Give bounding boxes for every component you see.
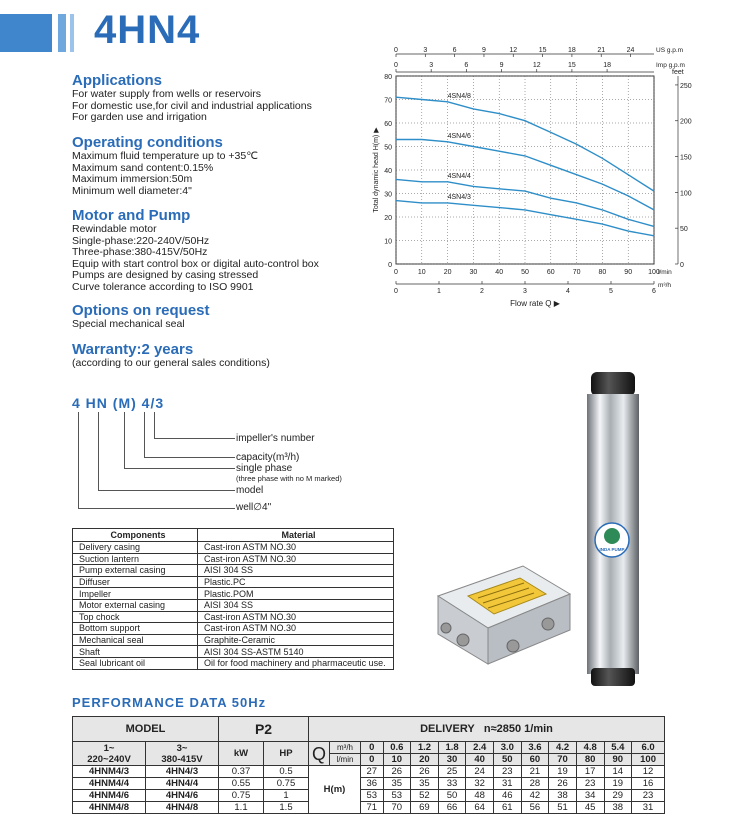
us-gpm-tick-label: 0 bbox=[394, 47, 398, 54]
motor-heading: Motor and Pump bbox=[72, 207, 191, 224]
perf-h-value: 45 bbox=[576, 802, 604, 814]
perf-h-value: 19 bbox=[549, 766, 577, 778]
imp-gpm-unit: Imp g.p.m bbox=[656, 62, 685, 69]
header-decoration bbox=[70, 14, 74, 52]
materials-component: Suction lantern bbox=[73, 553, 198, 565]
perf-h-value: 48 bbox=[466, 790, 494, 802]
materials-row bbox=[73, 565, 394, 577]
perf-h-value: 23 bbox=[632, 790, 665, 802]
perf-model-single: 4HNM4/6 bbox=[73, 790, 146, 802]
perf-h-value: 38 bbox=[549, 790, 577, 802]
model-label-well: well∅4'' bbox=[236, 502, 272, 513]
model-label-impeller: impeller's number bbox=[236, 433, 315, 444]
feet-tick-label: 100 bbox=[680, 190, 692, 198]
x-axis-label: Flow rate Q ▶ bbox=[510, 299, 560, 308]
perf-h-value: 61 bbox=[494, 802, 522, 814]
materials-component: Impeller bbox=[73, 588, 198, 600]
performance-table bbox=[72, 716, 665, 814]
materials-material: Oil for food machinery and pharmaceutic use. bbox=[198, 657, 394, 669]
series-label: 4SN4/8 bbox=[447, 92, 471, 100]
perf-hp-value: 0.75 bbox=[264, 778, 309, 790]
y-tick-label: 30 bbox=[384, 191, 392, 199]
materials-component: Diffuser bbox=[73, 576, 198, 588]
materials-header-components: Components bbox=[73, 529, 198, 542]
series-label: 4SN4/4 bbox=[447, 172, 471, 180]
materials-row bbox=[73, 634, 394, 646]
materials-component: Pump external casing bbox=[73, 565, 198, 577]
perf-model-three: 4HN4/3 bbox=[146, 766, 219, 778]
perf-q-lmin: 50 bbox=[494, 754, 522, 766]
feet-tick-label: 50 bbox=[680, 226, 688, 234]
feet-unit: feet bbox=[672, 69, 684, 76]
perf-h-value: 52 bbox=[411, 790, 439, 802]
materials-component: Mechanical seal bbox=[73, 634, 198, 646]
perf-h-value: 64 bbox=[466, 802, 494, 814]
materials-row bbox=[73, 599, 394, 611]
x-tick-label-m3h: 4 bbox=[566, 288, 570, 295]
perf-q-m3h: 3.6 bbox=[521, 742, 549, 754]
feet-tick-label: 150 bbox=[680, 154, 692, 162]
perf-q-m3h: 1.2 bbox=[411, 742, 439, 754]
x-tick-label-m3h: 2 bbox=[480, 288, 484, 295]
perf-h-value: 19 bbox=[604, 778, 632, 790]
perf-h-value: 27 bbox=[361, 766, 384, 778]
perf-h-value: 32 bbox=[466, 778, 494, 790]
series-label: 4SN4/6 bbox=[447, 132, 471, 140]
perf-q-lmin: 0 bbox=[361, 754, 384, 766]
perf-q-m3h: 5.4 bbox=[604, 742, 632, 754]
perf-q-m3h: 3.0 bbox=[494, 742, 522, 754]
model-label-three-phase: (three phase with no M marked) bbox=[236, 474, 342, 483]
materials-material: AISI 304 SS bbox=[198, 599, 394, 611]
x-tick-label-lmin: 30 bbox=[469, 269, 478, 276]
perf-h-value: 26 bbox=[549, 778, 577, 790]
perf-hp-value: 1.5 bbox=[264, 802, 309, 814]
perf-h-value: 46 bbox=[494, 790, 522, 802]
y-tick-label: 20 bbox=[384, 215, 392, 222]
perf-h-value: 51 bbox=[549, 802, 577, 814]
perf-row bbox=[73, 802, 665, 814]
perf-q-m3h: 6.0 bbox=[632, 742, 665, 754]
materials-row bbox=[73, 657, 394, 669]
header-decoration bbox=[58, 14, 66, 52]
x-tick-label-lmin: 50 bbox=[521, 269, 529, 276]
model-code-line bbox=[78, 412, 235, 509]
y-tick-label: 40 bbox=[384, 168, 392, 175]
materials-component: Shaft bbox=[73, 646, 198, 658]
us-gpm-tick-label: 3 bbox=[423, 47, 428, 54]
materials-row bbox=[73, 576, 394, 588]
x-tick-label-lmin: 40 bbox=[495, 269, 504, 276]
pump-curve-chart bbox=[368, 44, 708, 334]
perf-three-phase: 3~ 380-415V bbox=[146, 742, 219, 766]
perf-row bbox=[73, 766, 665, 778]
header-decoration bbox=[0, 14, 52, 52]
perf-model-single: 4HNM4/4 bbox=[73, 778, 146, 790]
perf-q-lmin: 20 bbox=[411, 754, 439, 766]
us-gpm-tick-label: 15 bbox=[538, 47, 547, 54]
page-title: 4HN4 bbox=[94, 8, 201, 52]
y-tick-label: 0 bbox=[388, 262, 392, 269]
perf-q-lmin: 40 bbox=[466, 754, 494, 766]
perf-model-three: 4HN4/6 bbox=[146, 790, 219, 802]
us-gpm-tick-label: 18 bbox=[568, 47, 576, 54]
perf-single-phase: 1~ 220~240V bbox=[73, 742, 146, 766]
perf-q-lmin: 90 bbox=[604, 754, 632, 766]
us-gpm-tick-label: 24 bbox=[626, 47, 635, 54]
imp-gpm-tick-label: 12 bbox=[532, 62, 541, 69]
feet-tick-label: 200 bbox=[680, 118, 692, 126]
model-label-single-phase: single phase bbox=[236, 463, 293, 474]
model-code: 4 HN (M) 4/3 bbox=[72, 395, 165, 411]
perf-q-m3h: 0 bbox=[361, 742, 384, 754]
perf-q-lmin: 80 bbox=[576, 754, 604, 766]
x-tick-label-m3h: 0 bbox=[394, 288, 398, 295]
materials-component: Delivery casing bbox=[73, 542, 198, 554]
y-tick-label: 80 bbox=[384, 74, 392, 81]
perf-q-m3h: 1.8 bbox=[438, 742, 466, 754]
perf-row bbox=[73, 790, 665, 802]
perf-q-lmin: 30 bbox=[438, 754, 466, 766]
perf-h-value: 36 bbox=[361, 778, 384, 790]
imp-gpm-tick-label: 15 bbox=[568, 62, 576, 69]
perf-p2-label: P2 bbox=[219, 717, 309, 742]
materials-material: Cast-iron ASTM NO.30 bbox=[198, 542, 394, 554]
perf-h-value: 26 bbox=[411, 766, 439, 778]
x-tick-label-lmin: 20 bbox=[443, 269, 452, 276]
perf-h-value: 29 bbox=[604, 790, 632, 802]
materials-material: AISI 304 SS bbox=[198, 565, 394, 577]
x-tick-label-m3h: 3 bbox=[523, 288, 527, 295]
perf-hp: HP bbox=[264, 742, 309, 766]
control-box-image bbox=[428, 546, 578, 671]
imp-gpm-tick-label: 3 bbox=[429, 62, 434, 69]
y-tick-label: 10 bbox=[384, 238, 392, 246]
perf-h-value: 23 bbox=[576, 778, 604, 790]
perf-h-value: 38 bbox=[604, 802, 632, 814]
x-tick-label-lmin: 10 bbox=[417, 269, 426, 276]
feet-tick-label: 250 bbox=[680, 82, 692, 90]
x-unit-m3h: m³/h bbox=[658, 282, 671, 289]
pump-logo-text: INDA PUMP bbox=[599, 547, 625, 552]
materials-material: Cast-iron ASTM NO.30 bbox=[198, 623, 394, 635]
perf-h-value: 66 bbox=[438, 802, 466, 814]
materials-row bbox=[73, 646, 394, 658]
perf-model-single: 4HNM4/3 bbox=[73, 766, 146, 778]
materials-material: Cast-iron ASTM NO.30 bbox=[198, 553, 394, 565]
imp-gpm-tick-label: 18 bbox=[603, 62, 611, 69]
imp-gpm-tick-label: 0 bbox=[394, 62, 398, 69]
x-tick-label-lmin: 80 bbox=[598, 269, 607, 276]
perf-hp-value: 1 bbox=[264, 790, 309, 802]
x-tick-label-lmin: 100 bbox=[648, 269, 660, 276]
x-tick-label-lmin: 90 bbox=[624, 269, 633, 276]
imp-gpm-tick-label: 9 bbox=[499, 62, 504, 69]
perf-q-m3h: 4.8 bbox=[576, 742, 604, 754]
perf-row bbox=[73, 778, 665, 790]
model-label-model: model bbox=[236, 485, 264, 496]
applications-text: For water supply from wells or reservoirs For domestic use,for civil and industrial applications For garden use and irrigation bbox=[72, 88, 312, 124]
perf-h-value: 53 bbox=[383, 790, 411, 802]
us-gpm-tick-label: 21 bbox=[597, 47, 606, 54]
warranty-text: (according to our general sales conditions) bbox=[72, 357, 270, 369]
series-line-4SN4/8 bbox=[396, 97, 654, 191]
perf-unit-m3h: m³/h bbox=[330, 742, 361, 754]
warranty-heading: Warranty:2 years bbox=[72, 341, 194, 358]
us-gpm-tick-label: 9 bbox=[482, 47, 486, 54]
materials-component: Seal lubricant oil bbox=[73, 657, 198, 669]
perf-model-label: MODEL bbox=[73, 717, 219, 742]
perf-h-value: 25 bbox=[438, 766, 466, 778]
perf-model-three: 4HN4/4 bbox=[146, 778, 219, 790]
perf-h-value: 71 bbox=[361, 802, 384, 814]
perf-h-value: 33 bbox=[438, 778, 466, 790]
options-heading: Options on request bbox=[72, 302, 210, 319]
perf-q-m3h: 4.2 bbox=[549, 742, 577, 754]
x-tick-label-m3h: 5 bbox=[609, 288, 613, 295]
materials-table bbox=[72, 528, 394, 670]
perf-h-value: 24 bbox=[466, 766, 494, 778]
model-label-capacity: capacity(m³/h) bbox=[236, 452, 300, 463]
perf-q-m3h: 2.4 bbox=[466, 742, 494, 754]
y-tick-label: 60 bbox=[384, 121, 392, 128]
perf-h-value: 26 bbox=[383, 766, 411, 778]
perf-q-label: Q bbox=[309, 742, 330, 766]
perf-h-value: 12 bbox=[632, 766, 665, 778]
perf-q-m3h: 0.6 bbox=[383, 742, 411, 754]
y-axis-label: Total dynamic head H(m) ▶ bbox=[373, 127, 380, 213]
perf-h-value: 21 bbox=[521, 766, 549, 778]
materials-material: Graphite-Ceramic bbox=[198, 634, 394, 646]
materials-component: Bottom support bbox=[73, 623, 198, 635]
perf-q-lmin: 70 bbox=[549, 754, 577, 766]
perf-model-single: 4HNM4/8 bbox=[73, 802, 146, 814]
x-tick-label-m3h: 1 bbox=[437, 288, 441, 295]
x-tick-label-lmin: 70 bbox=[572, 269, 581, 276]
x-unit-lmin: l/min bbox=[658, 269, 672, 276]
x-tick-label-m3h: 6 bbox=[652, 288, 656, 295]
perf-h-value: 28 bbox=[521, 778, 549, 790]
options-text: Special mechanical seal bbox=[72, 318, 185, 330]
motor-text: Rewindable motor Single-phase:220-240V/50Hz Three-phase:380-415V/50Hz Equip with start control box or digital auto-control box Pumps are designed by casing stressed Curve tolerance according to ISO 9901 bbox=[72, 223, 319, 293]
perf-h-value: 42 bbox=[521, 790, 549, 802]
perf-kw-value: 1.1 bbox=[219, 802, 264, 814]
perf-kw: kW bbox=[219, 742, 264, 766]
perf-h-value: 14 bbox=[604, 766, 632, 778]
perf-h-value: 69 bbox=[411, 802, 439, 814]
perf-h-label: H(m) bbox=[309, 766, 361, 814]
perf-h-value: 56 bbox=[521, 802, 549, 814]
perf-kw-value: 0.55 bbox=[219, 778, 264, 790]
perf-h-value: 31 bbox=[494, 778, 522, 790]
imp-gpm-tick-label: 6 bbox=[464, 62, 469, 69]
feet-tick-label: 0 bbox=[680, 262, 684, 269]
materials-material: Plastic.PC bbox=[198, 576, 394, 588]
perf-h-value: 31 bbox=[632, 802, 665, 814]
materials-header-material: Material bbox=[198, 529, 394, 542]
series-label: 4SN4/3 bbox=[447, 193, 471, 201]
perf-h-value: 34 bbox=[576, 790, 604, 802]
materials-row bbox=[73, 542, 394, 554]
operating-heading: Operating conditions bbox=[72, 134, 223, 151]
materials-row bbox=[73, 553, 394, 565]
y-tick-label: 70 bbox=[384, 97, 392, 105]
materials-component: Motor external casing bbox=[73, 599, 198, 611]
x-tick-label-lmin: 60 bbox=[546, 269, 555, 276]
perf-h-value: 70 bbox=[383, 802, 411, 814]
perf-q-lmin: 10 bbox=[383, 754, 411, 766]
perf-h-value: 50 bbox=[438, 790, 466, 802]
us-gpm-tick-label: 6 bbox=[452, 47, 457, 54]
operating-text: Maximum fluid temperature up to +35℃ Maximum sand content:0.15% Maximum immersion:50m Minimum well diameter:4" bbox=[72, 150, 259, 197]
performance-heading: PERFORMANCE DATA 50Hz bbox=[72, 695, 267, 710]
perf-q-lmin: 100 bbox=[632, 754, 665, 766]
materials-component: Top chock bbox=[73, 611, 198, 623]
us-gpm-unit: US g.p.m bbox=[656, 47, 684, 54]
pump-image bbox=[574, 368, 654, 690]
perf-hp-value: 0.5 bbox=[264, 766, 309, 778]
materials-row bbox=[73, 611, 394, 623]
materials-material: Plastic.POM bbox=[198, 588, 394, 600]
perf-h-value: 16 bbox=[632, 778, 665, 790]
x-tick-label-lmin: 0 bbox=[394, 269, 398, 276]
perf-kw-value: 0.75 bbox=[219, 790, 264, 802]
applications-heading: Applications bbox=[72, 72, 163, 89]
perf-kw-value: 0.37 bbox=[219, 766, 264, 778]
perf-h-value: 17 bbox=[576, 766, 604, 778]
materials-row bbox=[73, 588, 394, 600]
perf-delivery-header: DELIVERY n≈2850 1/min bbox=[309, 717, 665, 742]
perf-h-value: 35 bbox=[411, 778, 439, 790]
perf-h-value: 35 bbox=[383, 778, 411, 790]
y-tick-label: 50 bbox=[384, 144, 392, 152]
perf-model-three: 4HN4/8 bbox=[146, 802, 219, 814]
perf-h-value: 23 bbox=[494, 766, 522, 778]
us-gpm-tick-label: 12 bbox=[509, 47, 518, 54]
materials-material: AISI 304 SS-ASTM 5140 bbox=[198, 646, 394, 658]
materials-material: Cast-iron ASTM NO.30 bbox=[198, 611, 394, 623]
perf-h-value: 53 bbox=[361, 790, 384, 802]
materials-row bbox=[73, 623, 394, 635]
pump-curve-svg bbox=[368, 44, 708, 334]
perf-q-lmin: 60 bbox=[521, 754, 549, 766]
perf-unit-lmin: l/min bbox=[330, 754, 361, 766]
